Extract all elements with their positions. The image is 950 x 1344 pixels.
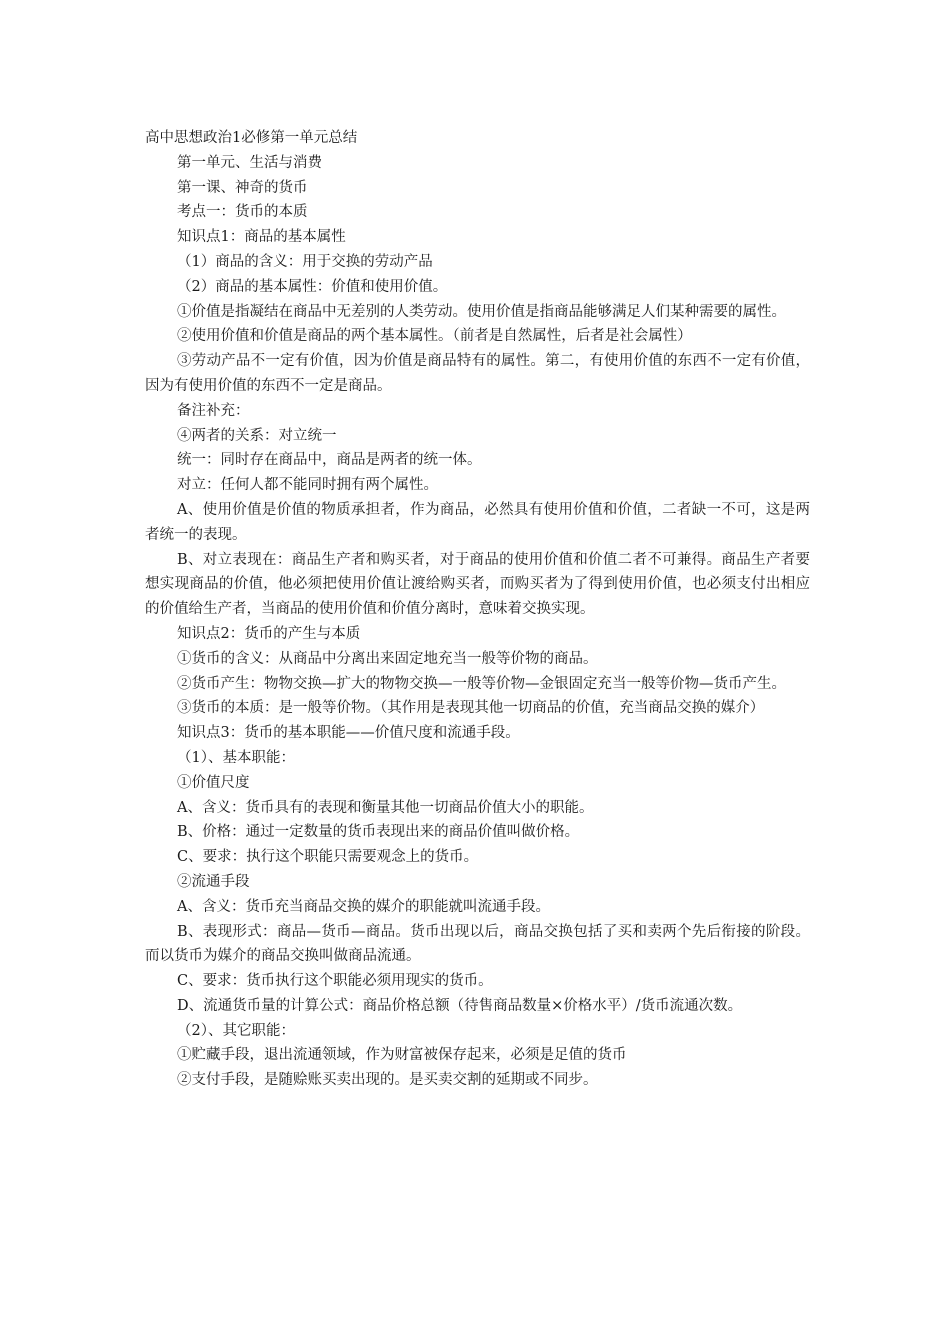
paragraph: ①价值尺度 [177, 774, 250, 791]
paragraph: ②支付手段，是随赊账买卖出现的。是买卖交割的延期或不同步。 [177, 1072, 598, 1089]
paragraph: C、要求：执行这个职能只需要观念上的货币。 [177, 849, 479, 866]
paragraph: ①价值是指凝结在商品中无差别的人类劳动。使用价值是指商品能够满足人们某种需要的属性。 [177, 303, 786, 320]
paragraph: 知识点3：货币的基本职能——价值尺度和流通手段。 [177, 725, 520, 742]
paragraph: 统一：同时存在商品中，商品是两者的统一体。 [177, 452, 482, 469]
paragraph: C、要求：货币执行这个职能必须用现实的货币。 [177, 973, 493, 990]
document-title: 高中思想政治1必修第一单元总结 [145, 130, 358, 146]
paragraph: （2）、其它职能： [177, 1022, 295, 1039]
paragraph: （1）、基本职能： [177, 749, 295, 766]
paragraph: （1）商品的含义：用于交换的劳动产品 [177, 253, 433, 270]
paragraph: A、含义：货币充当商品交换的媒介的职能就叫流通手段。 [177, 898, 550, 915]
paragraph: B、表现形式：商品—货币—商品。货币出现以后，商品交换包括了买和卖两个先后衔接的阶段。而以货币为媒介的商品交换叫做商品流通。 [145, 923, 810, 965]
paragraph: （2）商品的基本属性：价值和使用价值。 [177, 278, 448, 295]
paragraph: ①贮藏手段，退出流通领域，作为财富被保存起来，必须是足值的货币 [177, 1047, 627, 1064]
paragraph: 备注补充： [177, 402, 250, 419]
paragraph: 对立：任何人都不能同时拥有两个属性。 [177, 477, 438, 494]
paragraph: 考点一：货币的本质 [177, 204, 308, 221]
paragraph: A、含义：货币具有的表现和衡量其他一切商品价值大小的职能。 [177, 799, 594, 816]
paragraph: 第一课、神奇的货币 [177, 179, 308, 196]
paragraph: ②使用价值和价值是商品的两个基本属性。（前者是自然属性，后者是社会属性） [177, 328, 692, 345]
paragraph: B、对立表现在：商品生产者和购买者，对于商品的使用价值和价值二者不可兼得。商品生产者要想实现商品的价值，他必须把使用价值让渡给购买者，而购买者为了得到使用价值，也必须支付出相应的价值给生产者，当商品的使用价值和价值分离时，意味着交换实现。 [145, 551, 810, 618]
paragraph: 知识点1：商品的基本属性 [177, 229, 346, 246]
paragraph: ②流通手段 [177, 873, 250, 890]
paragraph: D、流通货币量的计算公式：商品价格总额（待售商品数量×价格水平）/货币流通次数。 [177, 997, 743, 1014]
paragraph: ②货币产生：物物交换—扩大的物物交换—一般等价物—金银固定充当一般等价物—货币产生。 [177, 675, 786, 692]
paragraph: A、使用价值是价值的物质承担者，作为商品，必然具有使用价值和价值，二者缺一不可，这是两者统一的表现。 [145, 501, 810, 543]
paragraph: ③劳动产品不一定有价值，因为价值是商品特有的属性。第二，有使用价值的东西不一定有价值，因为有使用价值的东西不一定是商品。 [145, 353, 810, 394]
paragraph: ④两者的关系：对立统一 [177, 427, 337, 444]
paragraph: ③货币的本质：是一般等价物。（其作用是表现其他一切商品的价值，充当商品交换的媒介） [177, 700, 765, 717]
paragraph: B、价格：通过一定数量的货币表现出来的商品价值叫做价格。 [177, 824, 580, 841]
paragraph: 第一单元、生活与消费 [177, 154, 322, 171]
paragraph: 知识点2：货币的产生与本质 [177, 625, 361, 642]
document-body [145, 126, 810, 1093]
paragraph: ①货币的含义：从商品中分离出来固定地充当一般等价物的商品。 [177, 650, 598, 667]
